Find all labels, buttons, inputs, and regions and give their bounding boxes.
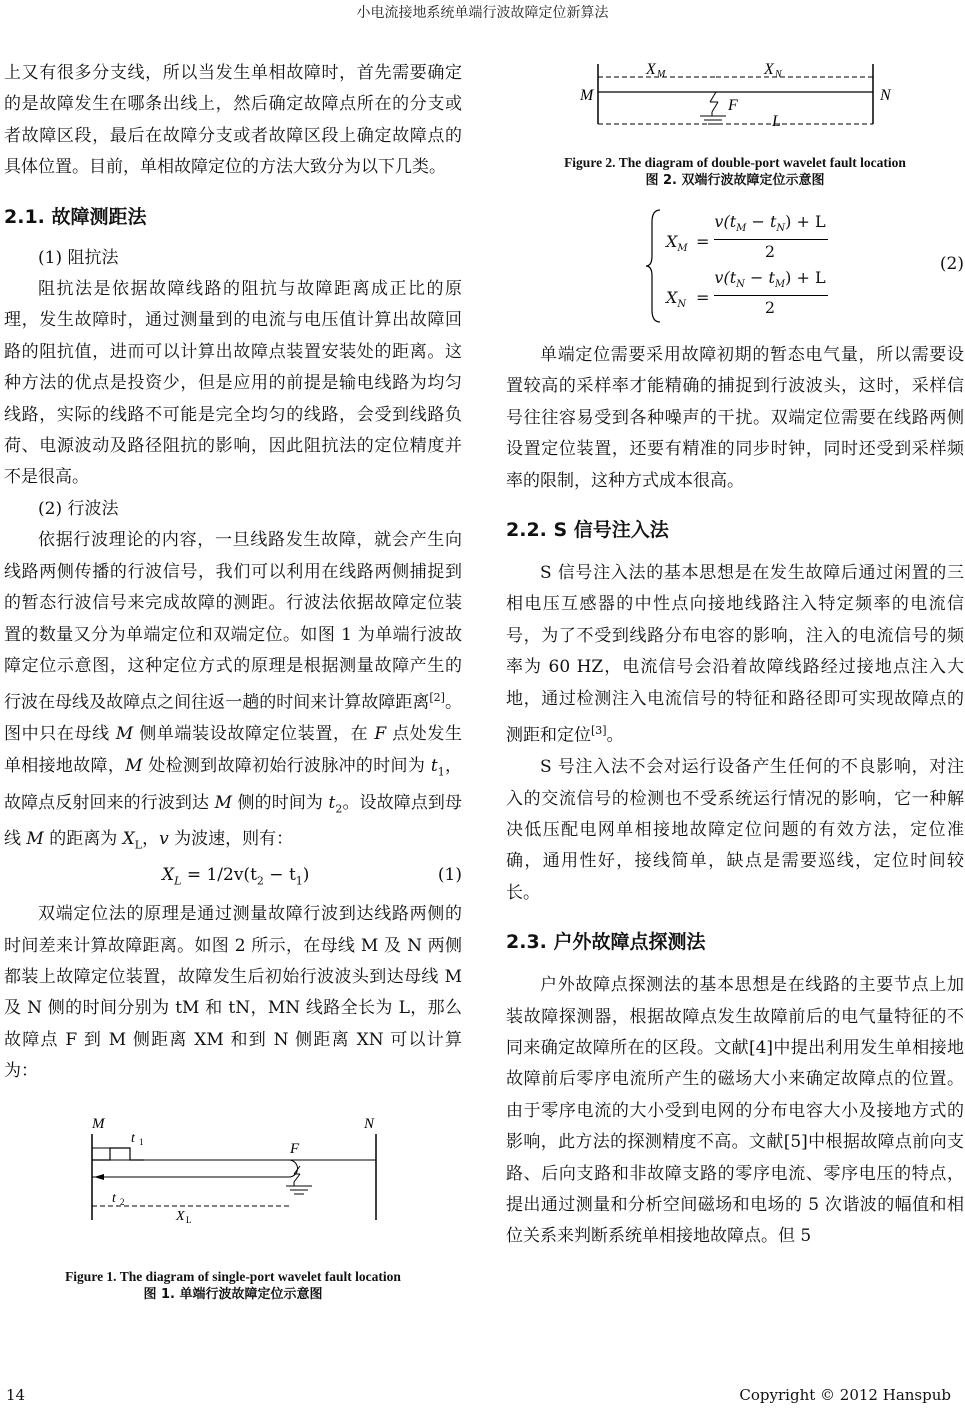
paragraph: 依据行波理论的内容，一旦线路发生故障，就会产生向线路两侧传播的行波信号，我们可以利用在线路两侧捕捉到的暂态行波信号来完成故障的测距。行波法依据故障定位装置的数量又分为单端定位和双端定位。如图 1 为单端行波故障定位示意图，这种定位方式的原理是根据测量故障产生的行波在母线及故障点之间往返一趟的时间来计算故障距离[2]。图中只在母线 M 侧单端装设故障定位装置，在 F 点处发生单相接地故障，M 处检测到故障初始行波脉冲的时间为 $t_1$，故障点反射回来的行波到达 M 侧的时间为 $t_2$。设故障点到母线 M 的距离为 $X_L$，v 为波速，则有： <box>4 530 463 852</box>
figure-1-diagram <box>4 1110 462 1250</box>
subheading: (1) 阻抗法 <box>38 247 119 268</box>
paragraph: S 号注入法不会对运行设备产生任何的不良影响，对注入的交流信号的检测也不受系统运行情况的影响，它一种解决低压配电网单相接地故障定位问题的有效方法，定位准确，通用性好，接线简单，缺点是需要巡线，定位时间较长。 <box>506 757 964 903</box>
svg-text:N: N <box>880 87 891 104</box>
page-number: 14 <box>6 1386 26 1404</box>
svg-text:t: t <box>131 1130 135 1146</box>
paragraph: 上又有很多分支线，所以当发生单相故障时，首先需要确定的是故障发生在哪条出线上，然后确定故障点所在的分支或者故障区段，最后在故障分支或者故障区段上确定故障点的具体位置。目前，单相故障定位的方法大致分为以下几类。 <box>4 63 462 178</box>
left-column <box>4 58 462 1304</box>
svg-text:M: M <box>580 87 594 104</box>
paragraph: 双端定位法的原理是通过测量故障行波到达线路两侧的时间差来计算故障距离。如图 2 所示，在母线 M 及 N 两侧都装上故障定位装置，故障发生后初始行波波头到达母线 M 及 N 侧的时间分别为 tM 和 tN，MN 线路全长为 L，那么故障点 F 到 M 侧距离 XM 和到 N 侧距离 XN 可以计算为： <box>4 904 462 1082</box>
figure-2-caption-zh: 图 2. 双端行波故障定位示意图 <box>645 173 825 188</box>
svg-text:t: t <box>112 1190 116 1206</box>
paragraph: S 信号注入法的基本思想是在发生故障后通过闲置的三相电压互感器的中性点向接地线路注入特定频率的电流信号，为了不受到线路分布电容的影响，注入的电流信号的频率为 60 HZ，电流信号会沿着故障线路经过接地点注入大地，通过检测注入电流信号的特征和路径即可实现故障点的测距和定位[3]。 <box>506 563 964 746</box>
svg-text:2: 2 <box>120 1196 125 1207</box>
svg-text:X: X <box>176 1208 185 1224</box>
section-heading: 2.2. S 信号注入法 <box>506 519 669 542</box>
svg-text:N: N <box>775 69 782 80</box>
equation-1: $X_L = 1/2v(t_2 - t_1)$ (1) <box>162 865 462 888</box>
figure-1-caption-en: Figure 1. The diagram of single-port wavelet fault location <box>65 1268 401 1284</box>
svg-text:F: F <box>728 97 738 114</box>
section-heading: 2.1. 故障测距法 <box>4 205 147 228</box>
figure-2-diagram <box>506 52 964 148</box>
right-column <box>506 52 964 1253</box>
figure-1-caption-zh: 图 1. 单端行波故障定位示意图 <box>143 1286 323 1302</box>
paragraph: 单端定位需要采用故障初期的暂态电气量，所以需要设置较高的采样率才能精确的捕捉到行波波头，这时，采样信号往往容易受到各种噪声的干扰。双端定位需要在线路两侧设置定位装置，还要有精准的同步时钟，同时还受到采样频率的限制，这种方式成本很高。 <box>506 345 964 491</box>
subheading: (2) 行波法 <box>38 498 119 519</box>
svg-text:F: F <box>290 1140 300 1157</box>
svg-text:M: M <box>657 69 666 80</box>
label-m: M <box>92 1115 105 1132</box>
svg-text:X: X <box>646 61 656 78</box>
label-n: N <box>364 1115 375 1132</box>
equation-2: $X_M$ = $v(t_M - t_N) + L$ 2 $X_N$ = $v(t_N - t_M) + L$ 2 (2) <box>506 202 964 332</box>
copyright: Copyright © 2012 Hanspub <box>739 1386 951 1404</box>
svg-text:1: 1 <box>139 1136 144 1147</box>
running-header: 小电流接地系统单端行波故障定位新算法 <box>356 5 609 21</box>
figure-2-caption-en: Figure 2. The diagram of double-port wavelet fault location <box>564 155 906 170</box>
paragraph: 户外故障点探测法的基本思想是在线路的主要节点上加装故障探测器，根据故障点发生故障前后的电气量特征的不同来确定故障所在的区段。文献[4]中提出利用发生单相接地故障前后零序电流所产生的磁场大小来确定故障点的位置。由于零序电流的大小受到电网的分布电容大小及接地方式的影响，此方法的探测精度不高。文献[5]中根据故障点前向支路、后向支路和非故障支路的零序电流、零序电压的特点，提出通过测量和分析空间磁场和电场的 5 次谐波的幅值和相位关系来判断系统单相接地故障点。但 5 <box>506 975 964 1247</box>
section-heading: 2.3. 户外故障点探测法 <box>506 931 706 954</box>
svg-text:X: X <box>764 61 774 78</box>
paragraph: 阻抗法是依据故障线路的阻抗与故障距离成正比的原理，发生故障时，通过测量到的电流与电压值计算出故障回路的阻抗值，进而可以计算出故障点装置安装处的距离。这种方法的优点是投资少，但是应用的前提是输电线路为均匀线路，实际的线路不可能是完全均匀的线路，会受到线路负荷、电源波动及路径阻抗的影响，因此阻抗法的定位精度并不是很高。 <box>4 279 462 488</box>
svg-text:L: L <box>186 1214 192 1225</box>
svg-text:L: L <box>772 113 781 130</box>
